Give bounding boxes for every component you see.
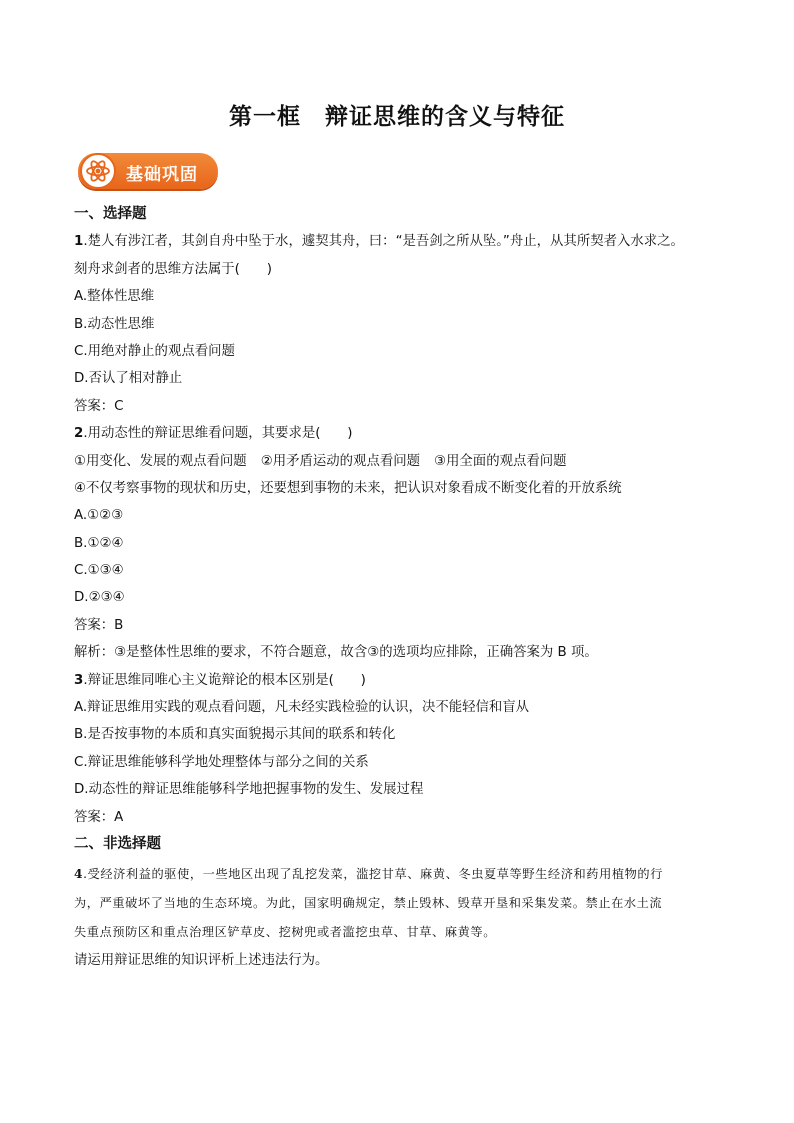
question-3-stem bbox=[74, 667, 734, 694]
option-d: D.动态性的辩证思维能够科学地把握事物的发生、发展过程 bbox=[74, 782, 424, 798]
option-d: D.②③④ bbox=[74, 590, 125, 606]
atom-icon bbox=[85, 158, 111, 184]
option-a: A.①②③ bbox=[74, 508, 124, 524]
option-d: D.否认了相对静止 bbox=[74, 371, 183, 387]
question-number: 1 bbox=[74, 234, 84, 250]
option-b: B.①②④ bbox=[74, 535, 124, 551]
option-c: C.辩证思维能够科学地处理整体与部分之间的关系 bbox=[74, 754, 369, 770]
option-b: B.动态性思维 bbox=[74, 316, 155, 332]
question-number: 3 bbox=[74, 672, 84, 688]
material-line bbox=[74, 860, 734, 889]
answer: 答案：B bbox=[74, 617, 124, 633]
question-1-stem bbox=[74, 228, 734, 255]
material-text: .受经济利益的驱使，一些地区出现了乱挖发菜，滥挖甘草、麻黄、冬虫夏草等野生经济和药用植物的行 bbox=[83, 867, 664, 882]
question-content bbox=[74, 201, 734, 974]
answer: 答案：A bbox=[74, 809, 124, 825]
badge-circle bbox=[80, 153, 116, 189]
question-4-ask: 请运用辩证思维的知识评析上述违法行为。 bbox=[74, 953, 329, 969]
question-1-stem-cont: 刻舟求剑者的思维方法属于( ) bbox=[74, 261, 272, 277]
question-4-material bbox=[74, 860, 734, 947]
question-text: .用动态性的辩证思维看问题，其要求是( ) bbox=[83, 426, 353, 442]
section-heading-nonchoice: 二、非选择题 bbox=[74, 835, 161, 852]
question-number: 4 bbox=[74, 867, 84, 882]
material-line: 失重点预防区和重点治理区铲草皮、挖树兜或者滥挖虫草、甘草、麻黄等。 bbox=[74, 925, 496, 940]
item-3: ③用全面的观点看问题 bbox=[434, 453, 567, 469]
analysis: 解析：③是整体性思维的要求，不符合题意，故含③的选项均应排除，正确答案为 B 项。 bbox=[74, 645, 598, 661]
question-text: .辩证思维同唯心主义诡辩论的根本区别是( ) bbox=[83, 672, 366, 688]
badge-label: 基础巩固 bbox=[126, 165, 198, 185]
item-1: ①用变化、发展的观点看问题 bbox=[74, 453, 247, 469]
option-b: B.是否按事物的本质和真实面貌揭示其间的联系和转化 bbox=[74, 727, 396, 743]
answer: 答案：C bbox=[74, 398, 124, 414]
item-2: ②用矛盾运动的观点看问题 bbox=[260, 453, 421, 469]
option-c: C.①③④ bbox=[74, 563, 124, 579]
option-c: C.用绝对静止的观点看问题 bbox=[74, 343, 235, 359]
option-a: A.辩证思维用实践的观点看问题，凡未经实践检验的认识，决不能轻信和盲从 bbox=[74, 700, 530, 716]
item-4: ④不仅考察事物的现状和历史，还要想到事物的未来，把认识对象看成不断变化着的开放系统 bbox=[74, 480, 622, 496]
section-heading-choice: 一、选择题 bbox=[74, 206, 147, 222]
question-2-stem bbox=[74, 420, 734, 447]
option-a: A.整体性思维 bbox=[74, 289, 155, 305]
section-badge bbox=[78, 150, 220, 192]
question-text: .楚人有涉江者，其剑自舟中坠于水，遽契其舟，曰：“是吾剑之所从坠。”舟止，从其所契者入水求之。 bbox=[83, 234, 684, 250]
material-line: 为，严重破坏了当地的生态环境。为此，国家明确规定，禁止毁林、毁草开垦和采集发菜。禁止在水土流 bbox=[74, 896, 663, 911]
page-title: 第一框 辩证思维的含义与特征 bbox=[229, 103, 565, 130]
question-number: 2 bbox=[74, 426, 84, 442]
question-2-items bbox=[74, 448, 734, 475]
